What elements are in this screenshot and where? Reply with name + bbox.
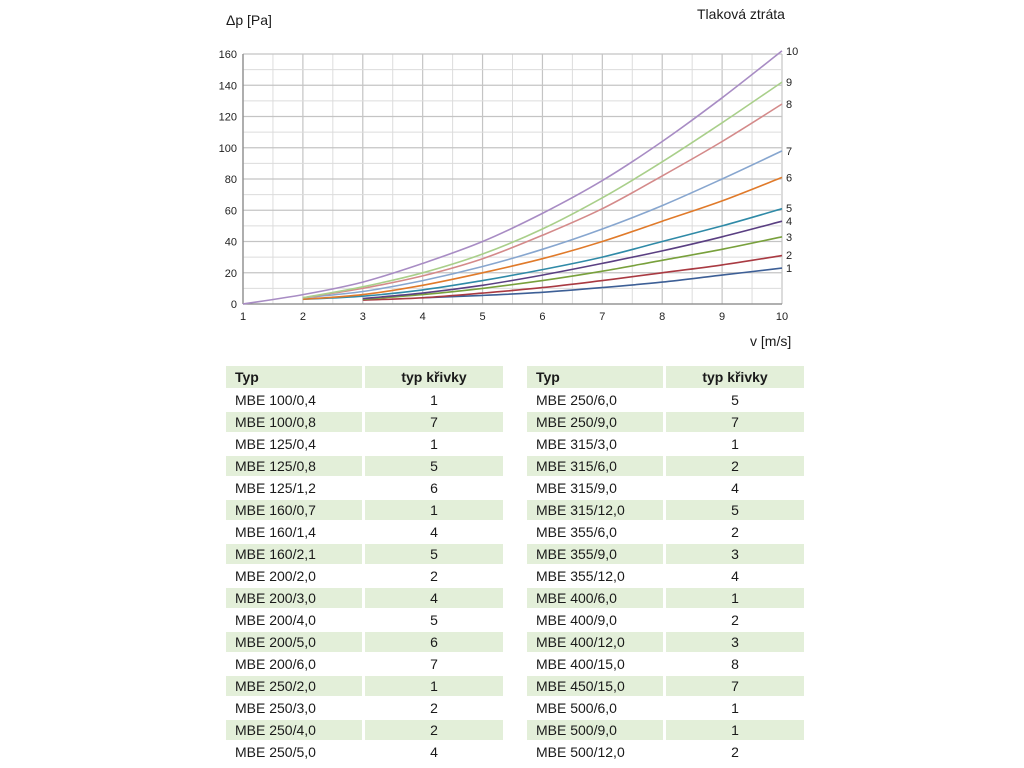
cell-typ: MBE 200/5,0	[226, 632, 362, 652]
cell-typ: MBE 200/6,0	[235, 656, 316, 672]
table-row	[527, 698, 804, 718]
cell-typ: MBE 315/3,0	[536, 436, 617, 452]
table-header-row	[226, 366, 503, 388]
x-tick-label: 8	[659, 311, 666, 323]
table-row	[527, 522, 804, 542]
table-row	[527, 566, 804, 586]
cell-curve-type: 4	[430, 524, 438, 540]
cell-curve-type: 4	[430, 744, 438, 760]
cell-curve-type: 4	[731, 568, 739, 584]
series-label-4: 4	[786, 216, 793, 229]
cell-typ: MBE 355/12,0	[536, 568, 625, 584]
table-row	[527, 610, 804, 630]
table-row	[226, 412, 503, 432]
cell-typ: MBE 315/9,0	[536, 480, 617, 496]
header-curve-type: typ křivky	[666, 366, 804, 388]
cell-typ: MBE 250/4,0	[226, 720, 362, 740]
cell-typ: MBE 500/6,0	[536, 700, 617, 716]
table-row	[226, 434, 503, 454]
x-tick-label: 2	[299, 311, 306, 323]
cell-typ: MBE 200/3,0	[226, 588, 362, 608]
series-label-8: 8	[786, 99, 793, 111]
cell-curve-type: 7	[430, 656, 438, 672]
cell-curve-type: 2	[731, 524, 739, 540]
x-tick-label: 10	[775, 311, 789, 323]
table-row	[226, 654, 503, 674]
table-row	[527, 434, 804, 454]
cell-curve-type: 7	[365, 412, 503, 432]
cell-typ: MBE 355/6,0	[536, 524, 617, 540]
x-tick-label: 3	[359, 311, 366, 323]
cell-typ: MBE 250/3,0	[235, 700, 316, 716]
table-row	[226, 522, 503, 542]
cell-typ: MBE 200/2,0	[235, 568, 316, 584]
cell-typ: MBE 100/0,4	[235, 392, 316, 408]
cell-curve-type: 1	[731, 436, 739, 452]
x-axis-unit-label: v [m/s]	[750, 333, 792, 349]
x-tick-label: 5	[479, 311, 486, 323]
cell-curve-type: 2	[430, 700, 438, 716]
cell-curve-type: 1	[365, 500, 503, 520]
cell-curve-type: 2	[666, 456, 804, 476]
cell-curve-type: 1	[430, 436, 438, 452]
cell-typ: MBE 400/15,0	[536, 656, 625, 672]
series-label-5: 5	[786, 203, 793, 216]
cell-curve-type: 2	[430, 568, 438, 584]
table-row	[226, 390, 503, 410]
cell-typ: MBE 125/0,4	[235, 436, 316, 452]
cell-typ: MBE 315/6,0	[527, 456, 663, 476]
table-row	[527, 742, 804, 762]
cell-typ: MBE 125/1,2	[235, 480, 316, 496]
cell-curve-type: 2	[365, 720, 503, 740]
cell-curve-type: 3	[666, 544, 804, 564]
table-row	[527, 456, 804, 476]
cell-typ: MBE 400/12,0	[527, 632, 663, 652]
table-row	[226, 566, 503, 586]
cell-curve-type: 5	[365, 456, 503, 476]
pressure-loss-chart	[0, 0, 1024, 360]
table-row	[527, 588, 804, 608]
x-tick-label: 7	[599, 311, 606, 323]
type-curve-table-left	[226, 364, 503, 764]
chart-plot-area	[0, 0, 1024, 360]
series-label-1: 1	[786, 263, 793, 276]
cell-typ: MBE 450/15,0	[527, 676, 663, 696]
chart-title: Tlaková ztráta	[697, 6, 785, 22]
table-row	[226, 544, 503, 564]
cell-typ: MBE 100/0,8	[226, 412, 362, 432]
table-row	[527, 720, 804, 740]
series-label-9: 9	[786, 77, 793, 90]
table-row	[527, 654, 804, 674]
type-curve-table-right	[527, 364, 804, 764]
cell-curve-type: 2	[731, 744, 739, 760]
cell-curve-type: 1	[666, 588, 804, 608]
table-row	[226, 588, 503, 608]
cell-typ: MBE 315/12,0	[527, 500, 663, 520]
y-tick-label: 40	[224, 236, 237, 249]
cell-curve-type: 5	[365, 544, 503, 564]
table-row	[527, 676, 804, 696]
y-tick-label: 160	[218, 49, 237, 61]
table-header-row	[527, 366, 804, 388]
cell-curve-type: 5	[731, 392, 739, 408]
cell-curve-type: 8	[731, 656, 739, 672]
cell-typ: MBE 400/6,0	[527, 588, 663, 608]
y-tick-label: 20	[224, 267, 237, 280]
table-row	[226, 698, 503, 718]
cell-typ: MBE 355/9,0	[527, 544, 663, 564]
table-row	[226, 478, 503, 498]
y-tick-label: 120	[218, 111, 237, 124]
cell-typ: MBE 160/0,7	[226, 500, 362, 520]
x-tick-label: 1	[239, 311, 247, 323]
x-tick-label: 6	[539, 311, 546, 323]
cell-curve-type: 4	[731, 480, 739, 496]
header-typ: Typ	[527, 366, 663, 388]
cell-curve-type: 7	[666, 676, 804, 696]
table-row	[527, 478, 804, 498]
cell-curve-type: 1	[731, 700, 739, 716]
series-label-10: 10	[786, 45, 799, 58]
table-row	[226, 632, 503, 652]
series-label-3: 3	[786, 231, 793, 244]
table-row	[226, 676, 503, 696]
header-typ: Typ	[226, 366, 362, 388]
cell-typ: MBE 125/0,8	[226, 456, 362, 476]
y-tick-label: 140	[218, 80, 237, 93]
cell-typ: MBE 200/4,0	[235, 612, 316, 628]
cell-typ: MBE 250/9,0	[527, 412, 663, 432]
cell-curve-type: 1	[365, 676, 503, 696]
table-row	[226, 610, 503, 630]
cell-typ: MBE 160/1,4	[235, 524, 316, 540]
y-tick-label: 80	[224, 174, 237, 186]
table-row	[527, 390, 804, 410]
header-curve-type: typ křivky	[365, 366, 503, 388]
cell-curve-type: 6	[430, 480, 438, 496]
cell-typ: MBE 250/5,0	[235, 744, 316, 760]
x-tick-label: 9	[719, 311, 726, 323]
cell-curve-type: 7	[666, 412, 804, 432]
table-row	[226, 456, 503, 476]
cell-curve-type: 6	[365, 632, 503, 652]
cell-curve-type: 3	[666, 632, 804, 652]
series-label-7: 7	[786, 145, 793, 158]
cell-typ: MBE 160/2,1	[226, 544, 362, 564]
cell-curve-type: 5	[666, 500, 804, 520]
y-tick-label: 100	[218, 142, 237, 155]
cell-curve-type: 1	[430, 392, 438, 408]
table-row	[226, 742, 503, 762]
table-row	[527, 412, 804, 432]
cell-typ: MBE 400/9,0	[536, 612, 617, 628]
series-label-6: 6	[786, 172, 793, 185]
cell-curve-type: 5	[430, 612, 438, 628]
cell-curve-type: 2	[731, 612, 739, 628]
table-row	[527, 632, 804, 652]
y-tick-label: 0	[230, 299, 237, 311]
cell-typ: MBE 250/6,0	[536, 392, 617, 408]
table-row	[226, 720, 503, 740]
table-row	[527, 500, 804, 520]
table-row	[527, 544, 804, 564]
cell-typ: MBE 500/9,0	[527, 720, 663, 740]
cell-curve-type: 1	[666, 720, 804, 740]
cell-typ: MBE 500/12,0	[536, 744, 625, 760]
cell-curve-type: 4	[365, 588, 503, 608]
cell-typ: MBE 250/2,0	[226, 676, 362, 696]
table-row	[226, 500, 503, 520]
x-tick-label: 4	[419, 311, 426, 323]
y-tick-label: 60	[224, 205, 237, 218]
series-label-2: 2	[786, 250, 793, 263]
y-axis-unit-label: Δp [Pa]	[226, 12, 272, 28]
